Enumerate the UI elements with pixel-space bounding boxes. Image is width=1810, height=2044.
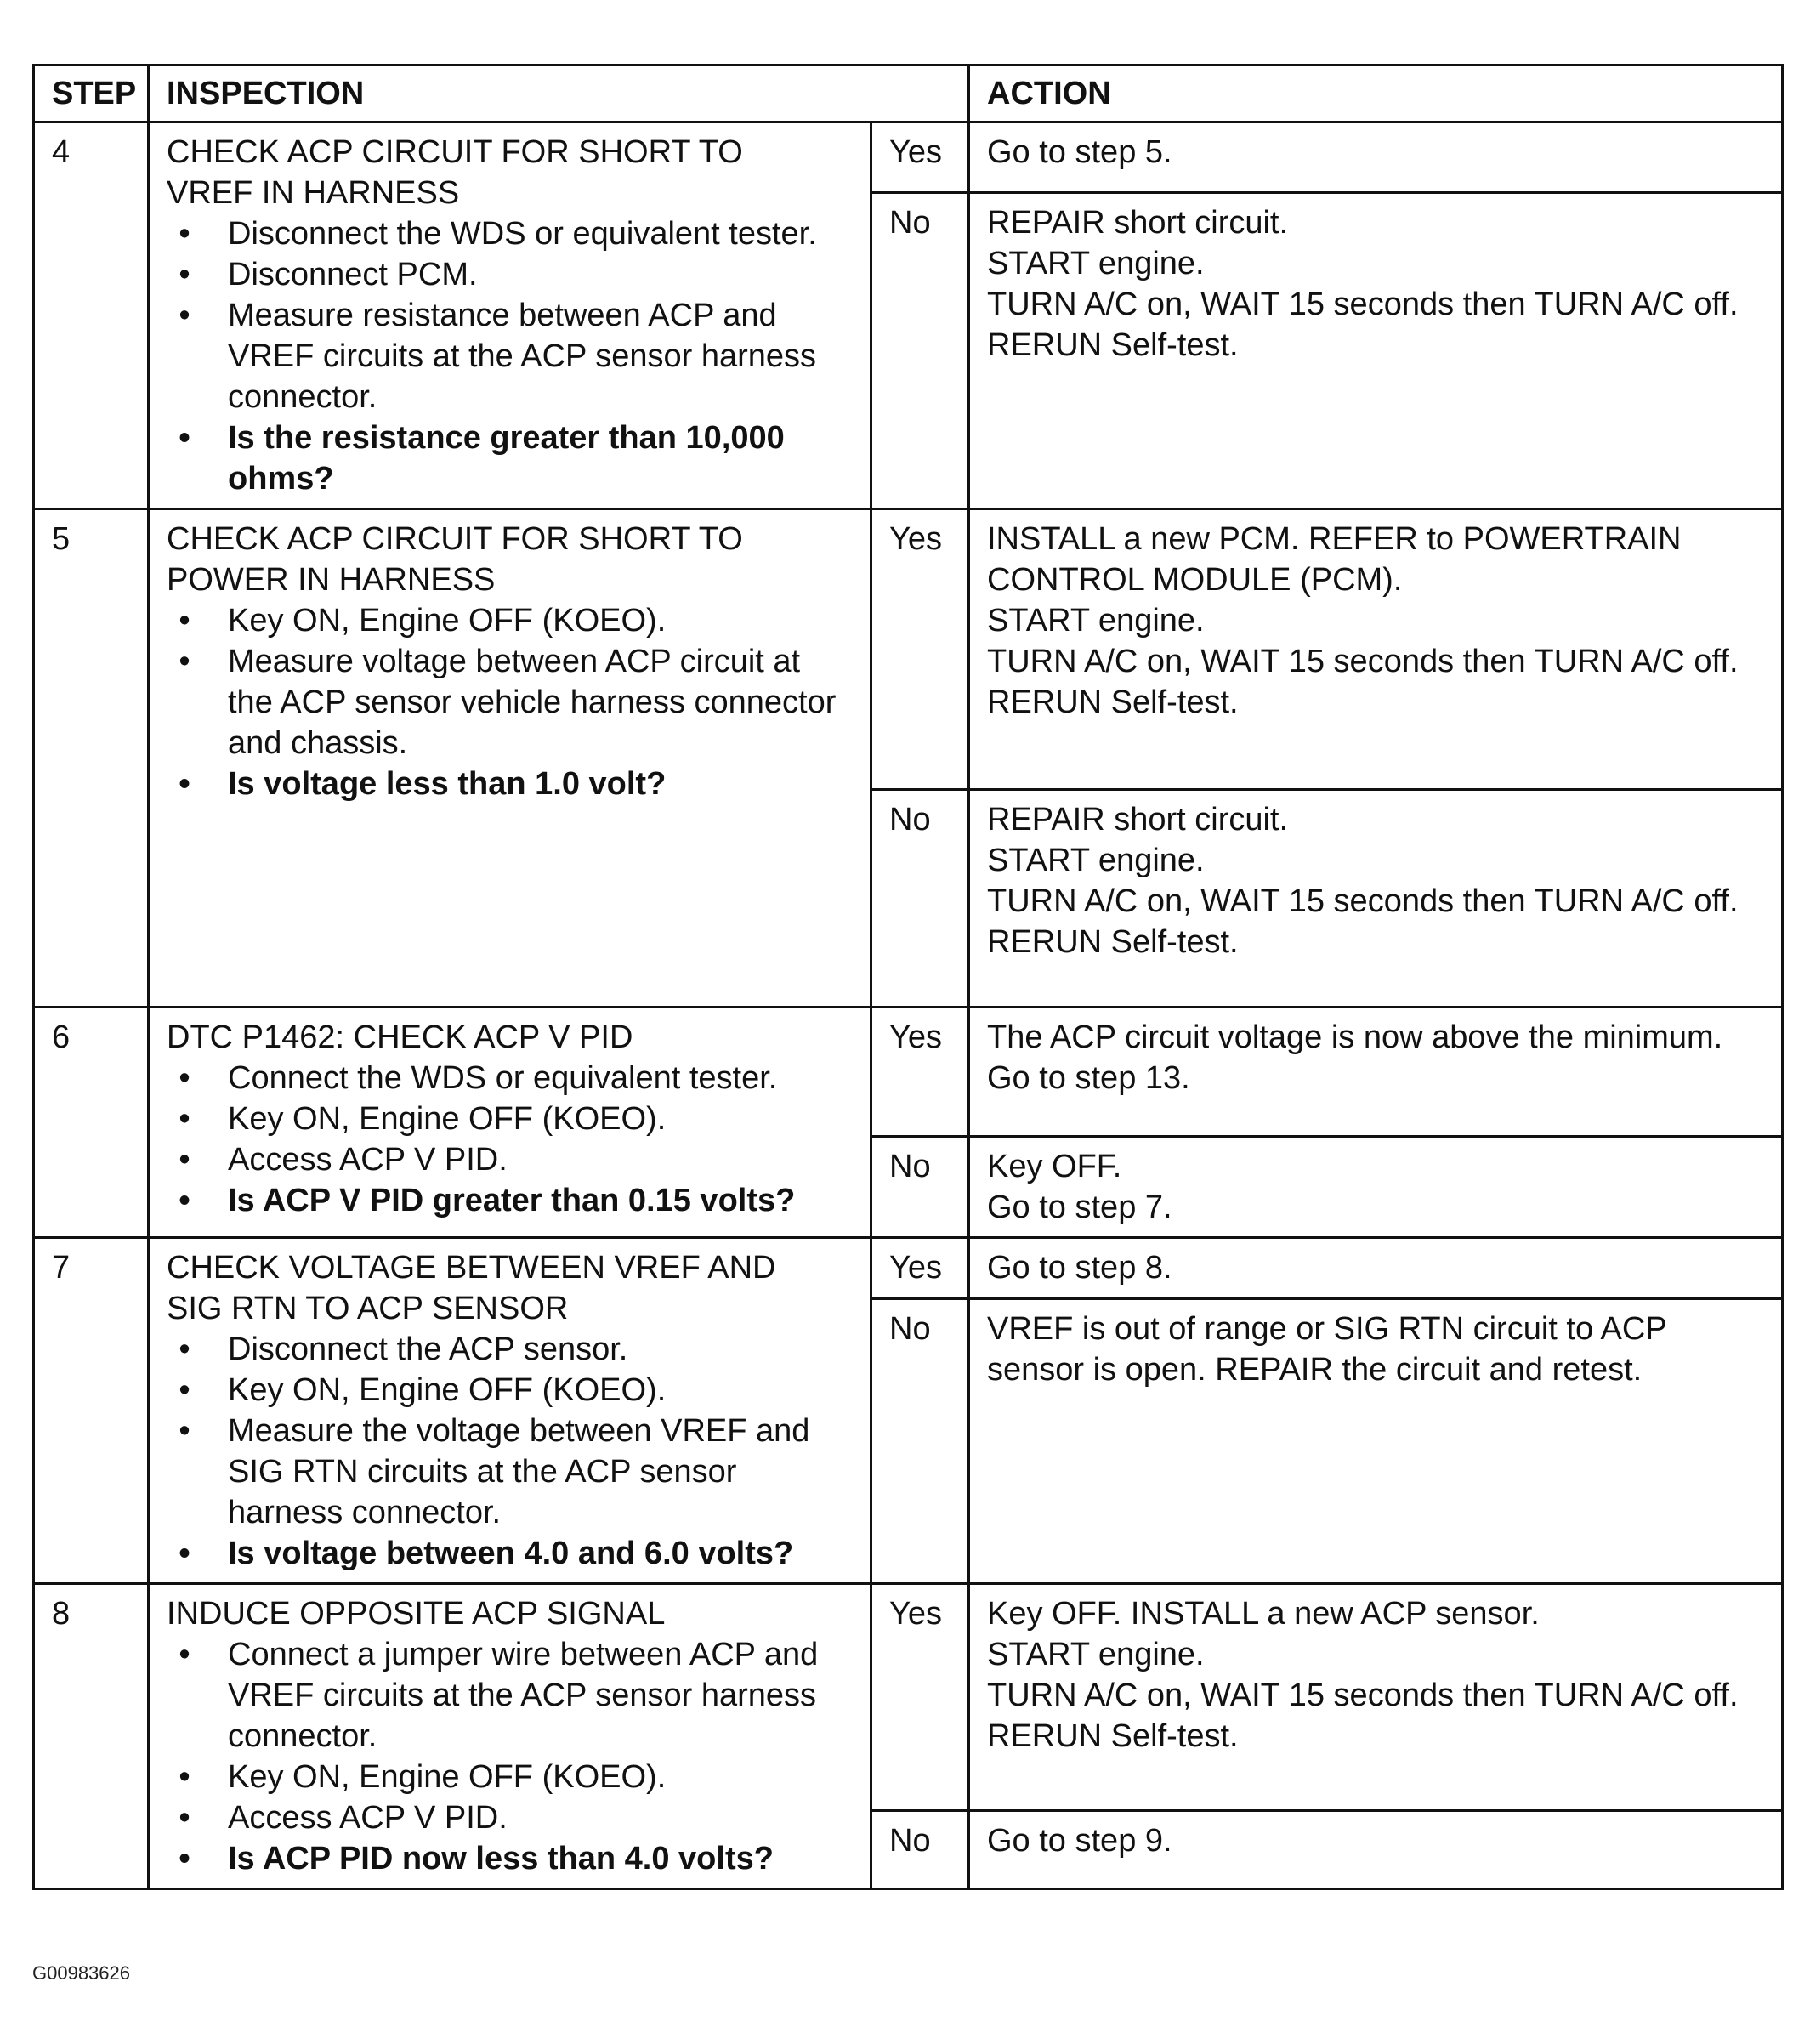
question-text: Is ACP V PID greater than 0.15 volts? (228, 1183, 796, 1218)
action-line: START engine. (987, 1637, 1205, 1672)
step-number: 4 (34, 122, 149, 509)
answer-cell: Yes (871, 1008, 969, 1137)
bullet-icon: • (179, 1637, 190, 1672)
header-row (34, 65, 1783, 122)
answer-cell: No (871, 1299, 969, 1584)
answer-cell: No (871, 790, 969, 1008)
action-line: Go to step 8. (987, 1250, 1172, 1286)
action-cell (969, 1238, 1783, 1299)
inspection-question (167, 1838, 853, 1879)
answer-cell: No (871, 192, 969, 508)
check-item (167, 1058, 853, 1099)
step-number: 5 (34, 509, 149, 1008)
action-cell (969, 1008, 1783, 1137)
step-column-header: STEP (34, 65, 149, 122)
action-line: The ACP circuit voltage is now above the minimum. (987, 1019, 1723, 1055)
check-item (167, 1139, 853, 1180)
action-line: INSTALL a new PCM. REFER to POWERTRAIN CONTROL MODULE (PCM). (987, 521, 1682, 598)
check-list (167, 600, 853, 804)
action-line: TURN A/C on, WAIT 15 seconds then TURN A/C off. (987, 644, 1739, 679)
action-cell (969, 192, 1783, 508)
action-line: Key OFF. INSTALL a new ACP sensor. (987, 1596, 1540, 1632)
bullet-icon: • (179, 1183, 190, 1218)
inspection-title: CHECK ACP CIRCUIT FOR SHORT TO (167, 134, 743, 170)
bullet-icon: • (179, 420, 190, 456)
action-line: TURN A/C on, WAIT 15 seconds then TURN A/C off. (987, 883, 1739, 919)
action-line: Key OFF. (987, 1149, 1122, 1184)
bullet-icon: • (179, 1372, 190, 1408)
action-line: Go to step 9. (987, 1822, 1172, 1859)
inspection-cell (149, 1008, 871, 1238)
check-text: Key ON, Engine OFF (KOEO). (228, 1759, 667, 1795)
check-text: Disconnect the WDS or equivalent tester. (228, 216, 817, 252)
bullet-icon: • (179, 603, 190, 639)
action-line: TURN A/C on, WAIT 15 seconds then TURN A/C off. (987, 286, 1739, 322)
bullet-icon: • (179, 1101, 190, 1137)
table-body (34, 122, 1783, 1889)
check-text: Disconnect PCM. (228, 257, 478, 292)
inspection-title: CHECK VOLTAGE BETWEEN VREF AND (167, 1250, 776, 1286)
answer-cell: Yes (871, 1238, 969, 1299)
bullet-icon: • (179, 298, 190, 333)
pinpoint-test-table (32, 64, 1784, 1890)
bullet-icon: • (179, 216, 190, 252)
check-text: Disconnect the ACP sensor. (228, 1331, 628, 1367)
check-item (167, 600, 853, 641)
bullet-icon: • (179, 1759, 190, 1795)
bullet-icon: • (179, 257, 190, 292)
inspection-question (167, 417, 853, 499)
action-line: Go to step 7. (987, 1189, 1172, 1225)
inspection-cell (149, 122, 871, 509)
check-item (167, 1099, 853, 1139)
inspection-title: POWER IN HARNESS (167, 562, 496, 598)
action-line: Go to step 5. (987, 134, 1172, 170)
check-text: Access ACP V PID. (228, 1800, 508, 1836)
question-text: Is voltage less than 1.0 volt? (228, 766, 667, 802)
action-line: VREF is out of range or SIG RTN circuit to ACP sensor is open. REPAIR the circuit and retest. (987, 1311, 1667, 1388)
check-list (167, 213, 853, 499)
inspection-title: DTC P1462: CHECK ACP V PID (167, 1019, 633, 1055)
diagnostic-sheet (32, 64, 1784, 1890)
inspection-column-header: INSPECTION (149, 65, 969, 122)
check-list (167, 1329, 853, 1574)
step-row (34, 1238, 1783, 1299)
inspection-title: SIG RTN TO ACP SENSOR (167, 1291, 569, 1326)
check-text: Connect the WDS or equivalent tester. (228, 1060, 778, 1096)
check-text: Key ON, Engine OFF (KOEO). (228, 603, 667, 639)
check-text: Key ON, Engine OFF (KOEO). (228, 1372, 667, 1408)
action-line: START engine. (987, 603, 1205, 639)
check-text: Access ACP V PID. (228, 1142, 508, 1178)
check-text: Measure the voltage between VREF and SIG RTN circuits at the ACP sensor harness connector. (228, 1413, 810, 1530)
action-cell (969, 122, 1783, 193)
check-text: Connect a jumper wire between ACP and VREF circuits at the ACP sensor harness connector. (228, 1637, 819, 1754)
step-row (34, 1584, 1783, 1811)
question-text: Is voltage between 4.0 and 6.0 volts? (228, 1536, 794, 1571)
action-line: Go to step 13. (987, 1060, 1190, 1096)
action-cell (969, 1810, 1783, 1888)
bullet-icon: • (179, 766, 190, 802)
inspection-question (167, 1180, 853, 1221)
action-column-header: ACTION (969, 65, 1783, 122)
step-number: 8 (34, 1584, 149, 1889)
inspection-title: CHECK ACP CIRCUIT FOR SHORT TO (167, 521, 743, 557)
check-text: Key ON, Engine OFF (KOEO). (228, 1101, 667, 1137)
check-text: Measure resistance between ACP and VREF circuits at the ACP sensor harness connector. (228, 298, 817, 415)
inspection-question (167, 1533, 853, 1574)
answer-cell: Yes (871, 1584, 969, 1811)
inspection-cell (149, 509, 871, 1008)
check-item (167, 1797, 853, 1838)
question-text: Is the resistance greater than 10,000 ohms? (228, 420, 785, 497)
bullet-icon: • (179, 1536, 190, 1571)
check-item (167, 641, 853, 764)
action-line: START engine. (987, 843, 1205, 878)
action-line: START engine. (987, 245, 1205, 281)
inspection-question (167, 764, 853, 804)
check-item (167, 1757, 853, 1797)
bullet-icon: • (179, 1331, 190, 1367)
action-cell (969, 1137, 1783, 1238)
check-list (167, 1058, 853, 1221)
inspection-cell (149, 1238, 871, 1584)
step-number: 7 (34, 1238, 149, 1584)
action-cell (969, 509, 1783, 790)
check-list (167, 1634, 853, 1879)
action-line: REPAIR short circuit. (987, 204, 1289, 241)
step-number: 6 (34, 1008, 149, 1238)
action-line: RERUN Self-test. (987, 1718, 1239, 1754)
check-item (167, 1329, 853, 1370)
step-row (34, 122, 1783, 193)
check-item (167, 1370, 853, 1411)
action-cell (969, 790, 1783, 1008)
step-row (34, 1008, 1783, 1137)
bullet-icon: • (179, 644, 190, 679)
answer-cell: No (871, 1137, 969, 1238)
bullet-icon: • (179, 1413, 190, 1449)
answer-cell: No (871, 1810, 969, 1888)
action-line: RERUN Self-test. (987, 924, 1239, 960)
action-cell (969, 1584, 1783, 1811)
action-cell (969, 1299, 1783, 1584)
check-item (167, 254, 853, 295)
check-item (167, 1634, 853, 1757)
inspection-title: VREF IN HARNESS (167, 175, 460, 211)
action-line: RERUN Self-test. (987, 684, 1239, 720)
figure-id: G00983626 (32, 1962, 130, 1984)
bullet-icon: • (179, 1060, 190, 1096)
inspection-cell (149, 1584, 871, 1889)
answer-cell: Yes (871, 122, 969, 193)
bullet-icon: • (179, 1142, 190, 1178)
bullet-icon: • (179, 1800, 190, 1836)
bullet-icon: • (179, 1841, 190, 1877)
action-line: TURN A/C on, WAIT 15 seconds then TURN A/C off. (987, 1678, 1739, 1713)
check-item (167, 1411, 853, 1533)
action-line: RERUN Self-test. (987, 326, 1239, 363)
check-item (167, 213, 853, 254)
answer-cell: Yes (871, 509, 969, 790)
step-row (34, 509, 1783, 790)
question-text: Is ACP PID now less than 4.0 volts? (228, 1841, 774, 1877)
check-item (167, 295, 853, 417)
inspection-title: INDUCE OPPOSITE ACP SIGNAL (167, 1596, 666, 1632)
check-text: Measure voltage between ACP circuit at the ACP sensor vehicle harness connector and chassis. (228, 644, 837, 761)
action-line: REPAIR short circuit. (987, 802, 1289, 837)
